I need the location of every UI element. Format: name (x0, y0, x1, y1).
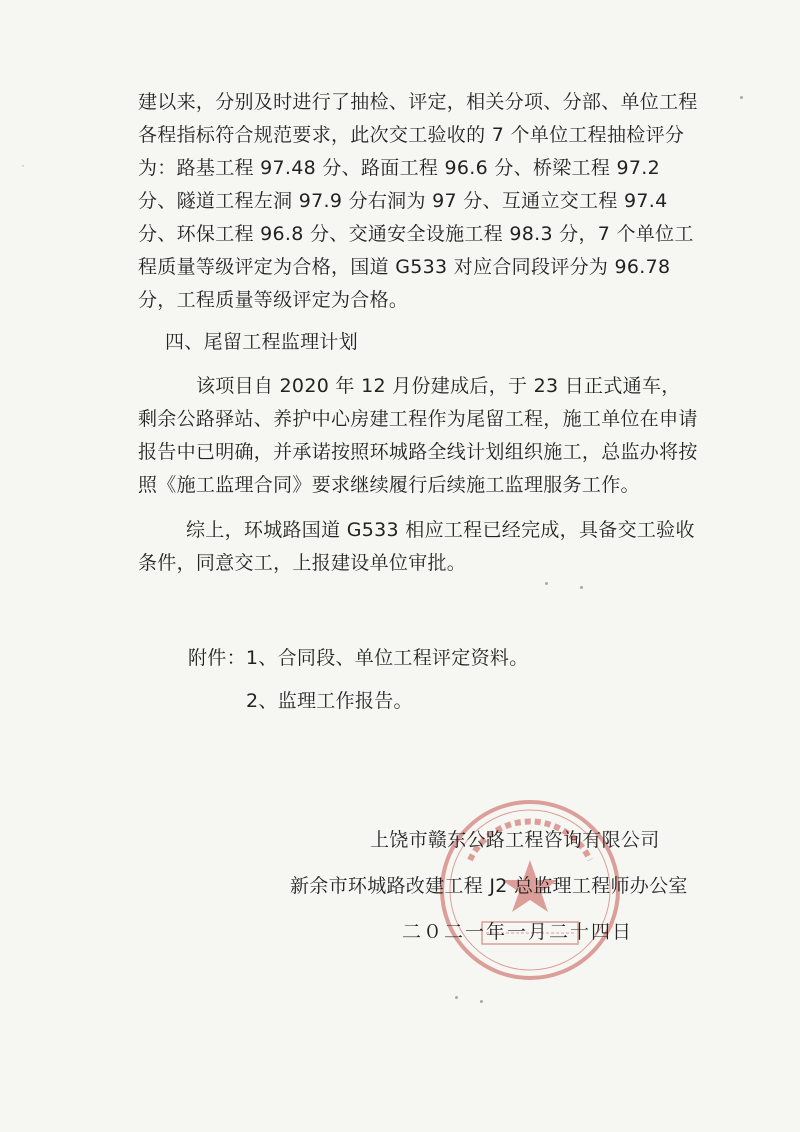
signature-office: 新余市环城路改建工程 J2 总监理工程师办公室 (290, 875, 688, 897)
body-paragraph-quality: 建以来，分别及时进行了抽检、评定，相关分项、分部、单位工程各程指标符合规范要求，此次交工验收的 7 个单位工程抽检评分为：路基工程 97.48 分、路面工程 96.6 分、桥梁工程 97.2 分、隧道工程左洞 97.9 分右洞为 97 分、互通立交工程 97.4 分、环保工程 96.8 分、交通安全设施工程 98.3 分，7 个单位工程质量等级评定为合格，国道 G533 对应合同段评分为 96.78 分，工程质量等级评定为合格。 (138, 91, 698, 311)
body-paragraph-remaining-works: 该项目自 2020 年 12 月份建成后，于 23 日正式通车，剩余公路驿站、养护中心房建工程作为尾留工程，施工单位在申请报告中已明确，并承诺按照环城路全线计划组织施工，总监办将按照《施工监理合同》要求继续履行后续施工监理服务工作。 (138, 375, 698, 496)
body-paragraph-conclusion: 综上，环城路国道 G533 相应工程已经完成，具备交工验收条件，同意交工，上报建设单位审批。 (138, 519, 695, 574)
scan-speck (545, 582, 548, 585)
attachment-item-2: 2、监理工作报告。 (246, 690, 413, 712)
bleed-through-mark: · (20, 156, 26, 177)
scan-speck (740, 96, 743, 99)
scan-speck (580, 586, 583, 589)
signature-date: 二０二一年一月二十四日 (402, 921, 634, 943)
scan-speck (480, 1000, 483, 1003)
scan-speck (455, 996, 458, 999)
attachment-item-1: 附件：1、合同段、单位工程评定资料。 (188, 647, 529, 669)
section-heading: 四、尾留工程监理计划 (165, 331, 359, 353)
signature-company: 上饶市赣东公路工程咨询有限公司 (370, 829, 660, 851)
